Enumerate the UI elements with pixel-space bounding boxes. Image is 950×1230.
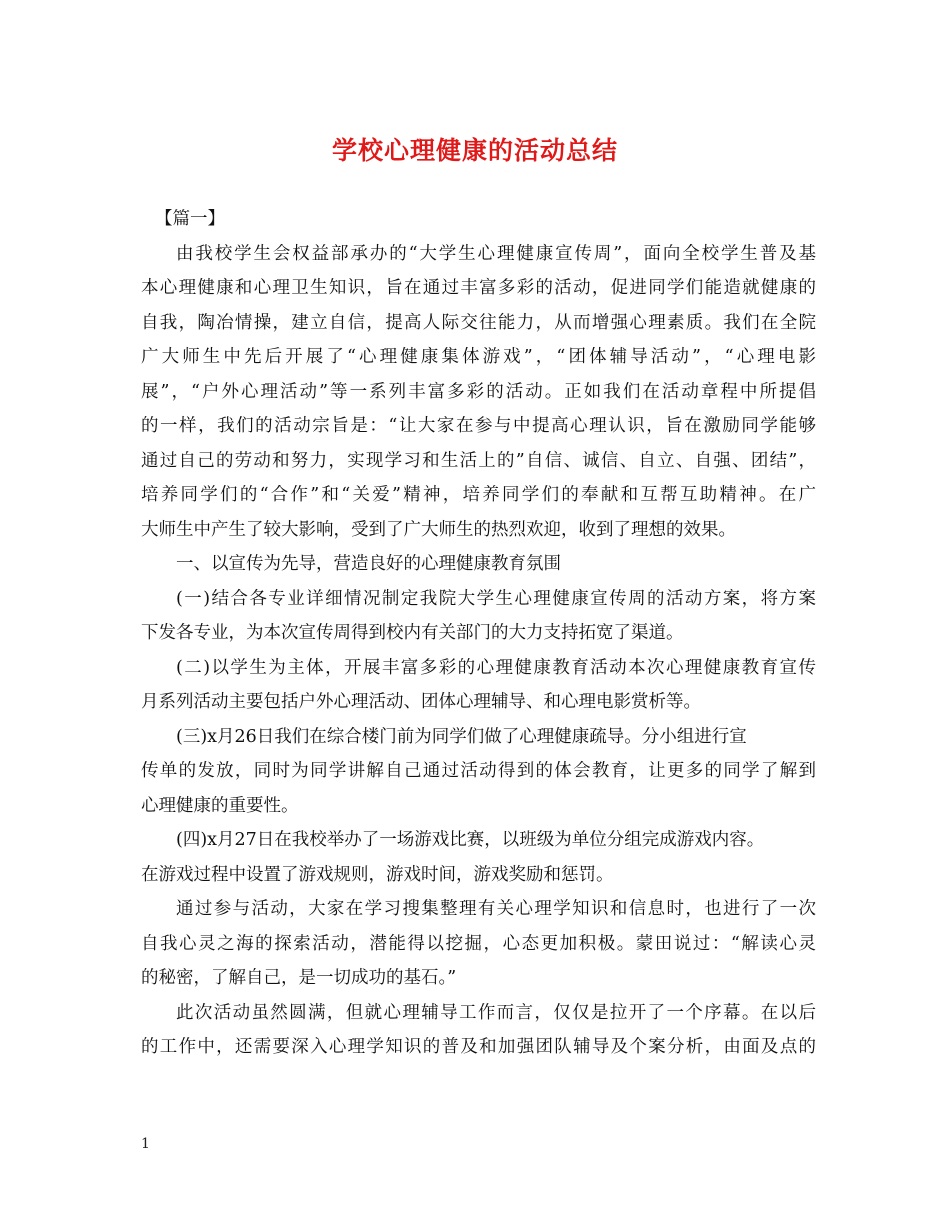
paragraph-line: (四)x月27日在我校举办了一场游戏比赛，以班级为单位分组完成游戏内容。 xyxy=(176,830,765,850)
paragraph-line: 此次活动虽然圆满，但就心理辅导工作而言，仅仅是拉开了一个序幕。在以后 xyxy=(176,1002,816,1023)
document-body xyxy=(141,202,816,1065)
paragraph-line: (三)x月26日我们在综合楼门前为同学们做了心理健康疏导。分小组进行宣 xyxy=(176,726,747,747)
paragraph-line: 自我，陶冶情操，建立自信，提高人际交往能力，从而增强心理素质。我们在全院 xyxy=(141,312,816,333)
section-heading: 一、以宣传为先导，营造良好的心理健康教育氛围 xyxy=(176,554,561,574)
page-number: 1 xyxy=(141,1136,150,1152)
paragraph-line: 在游戏过程中设置了游戏规则，游戏时间，游戏奖励和惩罚。 xyxy=(141,864,614,885)
paragraph-line: 传单的发放，同时为同学讲解自己通过活动得到的体会教育，让更多的同学了解到 xyxy=(141,761,816,781)
section-heading: 【篇一】 xyxy=(155,209,225,229)
paragraph-line: 心理健康的重要性。 xyxy=(141,795,299,816)
paragraph-line: 展”，“户外心理活动”等一系列丰富多彩的活动。正如我们在活动章程中所提倡 xyxy=(141,381,816,402)
paragraph-line: 的秘密，了解自己，是一切成功的基石。” xyxy=(141,968,457,988)
paragraph-line: 的一样，我们的活动宗旨是：“让大家在参与中提高心理认识，旨在激励同学能够 xyxy=(141,416,816,436)
paragraph-line: (一)结合各专业详细情况制定我院大学生心理健康宣传周的活动方案，将方案 xyxy=(176,588,816,609)
paragraph-line: 大师生中产生了较大影响，受到了广大师生的热烈欢迎，收到了理想的效果。 xyxy=(141,519,736,540)
paragraph-line: 通过参与活动，大家在学习搜集整理有关心理学知识和信息时，也进行了一次 xyxy=(176,899,816,919)
paragraph-line: 自我心灵之海的探索活动，潜能得以挖掘，心态更加积极。蒙田说过：“解读心灵 xyxy=(141,933,816,954)
paragraph-line: 通过自己的劳动和努力，实现学习和生活上的”自信、诚信、自立、自强、团结”， xyxy=(141,450,816,471)
paragraph-line: 月系列活动主要包括户外心理活动、团体心理辅导、和心理电影赏析等。 xyxy=(141,692,701,712)
paragraph-line: 下发各专业，为本次宣传周得到校内有关部门的大力支持拓宽了渠道。 xyxy=(141,623,684,643)
paragraph-line: 本心理健康和心理卫生知识，旨在通过丰富多彩的活动，促进同学们能造就健康的 xyxy=(141,278,816,298)
paragraph-line: 培养同学们的“合作”和“关爱”精神，培养同学们的奉献和互帮互助精神。在广 xyxy=(141,485,816,505)
paragraph-line: 广大师生中先后开展了“心理健康集体游戏”，“团体辅导活动”，“心理电影 xyxy=(141,347,816,367)
document-title: 学校心理健康的活动总结 xyxy=(331,136,618,165)
paragraph-line: (二)以学生为主体，开展丰富多彩的心理健康教育活动本次心理健康教育宣传 xyxy=(176,657,816,678)
paragraph-line: 的工作中，还需要深入心理学知识的普及和加强团队辅导及个案分析，由面及点的 xyxy=(141,1037,816,1057)
paragraph-line: 由我校学生会权益部承办的“大学生心理健康宣传周”，面向全校学生普及基 xyxy=(176,243,816,264)
